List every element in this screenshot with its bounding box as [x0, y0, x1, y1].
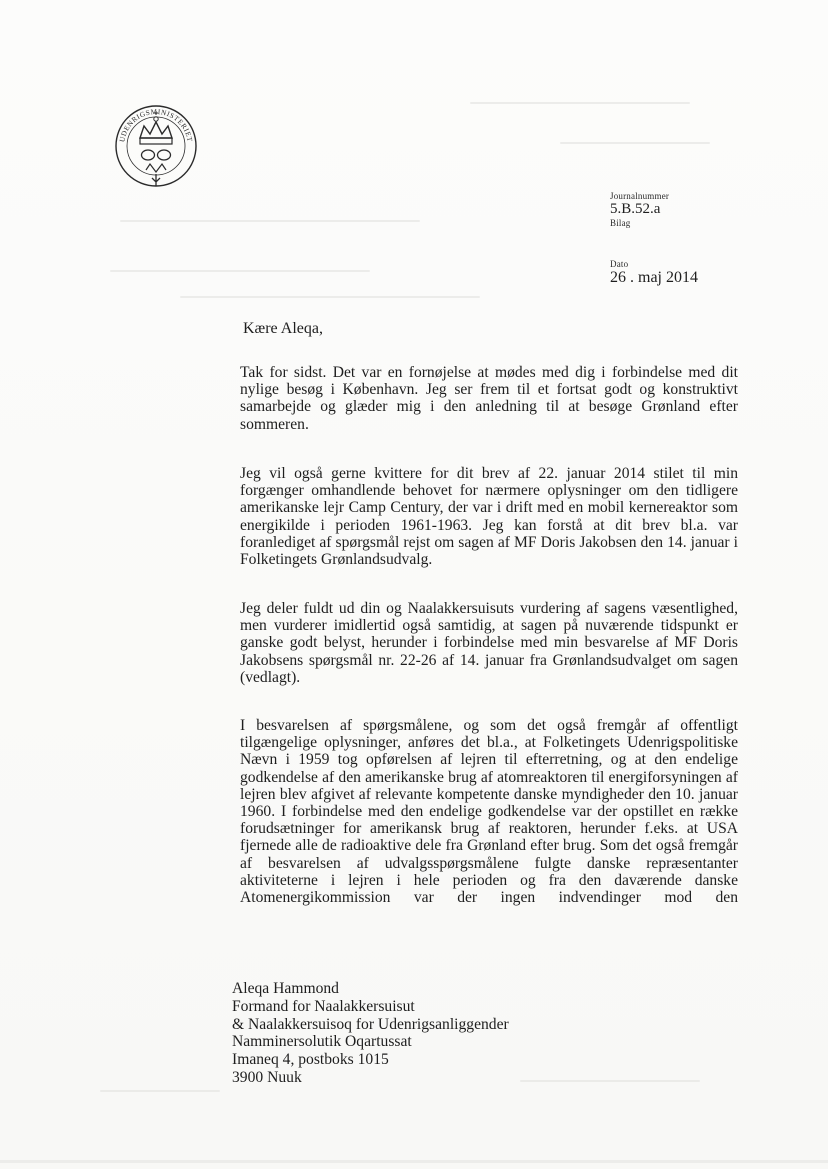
- show-through-mark: [470, 102, 690, 104]
- recipient-office: Namminersolutik Oqartussat: [232, 1033, 412, 1051]
- show-through-mark: [180, 296, 480, 298]
- letter-salutation: Kære Aleqa,: [243, 320, 323, 337]
- letter-paragraph-1: Tak for sidst. Det var en fornøjelse at mødes med dig i forbindelse med dit nylige besøg i København. Jeg ser frem til et fortsat godt og konstruktivt samarbejde og glæder mig i den anledning til at besøge Grønland efter sommeren.: [240, 364, 738, 433]
- recipient-title: Formand for Naalakkersuisut: [232, 997, 415, 1015]
- recipient-name: Aleqa Hammond: [232, 980, 339, 997]
- letter-paragraph-4: I besvarelsen af spørgsmålene, og som det også fremgår af offentligt tilgængelige oplysninger, anføres det bl.a., at Folketingets Udenrigspolitiske Nævn i 1959 tog opførelsen af lejren til efterretning, og at den endelige godkendelse af den amerikanske brug af atomreaktoren til energiforsyningen af lejren blev afgivet af relevante kompetente danske myndigheder den 10. januar 1960. I forbindelse med den endelige godkendelse var der opstillet en række forudsætninger for amerikansk brug af reaktoren, herunder f.eks. at USA fjernede alle de radioaktive dele fra Grønland efter brug. Som det også fremgår af besvarelsen af udvalgsspørgsmålene fulgte danske repræsentanter aktiviteterne i lejren i hele perioden og fra den daværende danske Atomenergikommission var der ingen indvendinger mod den: [240, 717, 738, 907]
- date-label: Dato: [610, 259, 629, 269]
- recipient-address: [232, 980, 509, 1087]
- date-block: [610, 259, 698, 287]
- show-through-mark: [560, 142, 710, 144]
- journal-number-value: 5.B.52.a: [610, 201, 661, 217]
- recipient-street: Imaneq 4, postboks 1015: [232, 1051, 389, 1069]
- show-through-mark: [120, 220, 420, 222]
- date-value: 26 . maj 2014: [610, 269, 698, 286]
- journal-number-label: Journalnummer: [610, 191, 670, 201]
- journal-number-block: [610, 191, 669, 228]
- svg-text:UDENRIGSMINISTERIET: UDENRIGSMINISTERIET: [118, 107, 194, 143]
- letter-paragraph-3: Jeg deler fuldt ud din og Naalakkersuisuts vurdering af sagens væsentlighed, men vurderer imidlertid også samtidig, at sagen på nuværende tidspunkt er ganske godt belyst, herunder i forbindelse med min besvarelse af MF Doris Jakobsens spørgsmål nr. 22-26 af 14. januar fra Grønlandsudvalget om sagen (vedlagt).: [240, 600, 738, 686]
- recipient-city: 3900 Nuuk: [232, 1068, 302, 1086]
- show-through-mark: [100, 1090, 220, 1092]
- recipient-role: & Naalakkersuisoq for Udenrigsanliggender: [232, 1015, 509, 1033]
- letter-paragraph-2: Jeg vil også gerne kvittere for dit brev af 22. januar 2014 stilet til min forgænger omhandlende behovet for nærmere oplysninger om den tidligere amerikanske lejr Camp Century, der var i drift med en mobil kernereaktor som energikilde i perioden 1961-1963. Jeg kan forstå at dit brev bl.a. var foranlediget af spørgsmål rejst om sagen af MF Doris Jakobsen den 14. januar i Folketingets Grønlandsudvalg.: [240, 465, 738, 569]
- attachment-label: Bilag: [610, 218, 631, 228]
- show-through-mark: [110, 270, 370, 272]
- ministry-crest-seal: [108, 98, 204, 190]
- scan-bottom-edge: [0, 1160, 828, 1163]
- show-through-mark: [520, 1080, 700, 1082]
